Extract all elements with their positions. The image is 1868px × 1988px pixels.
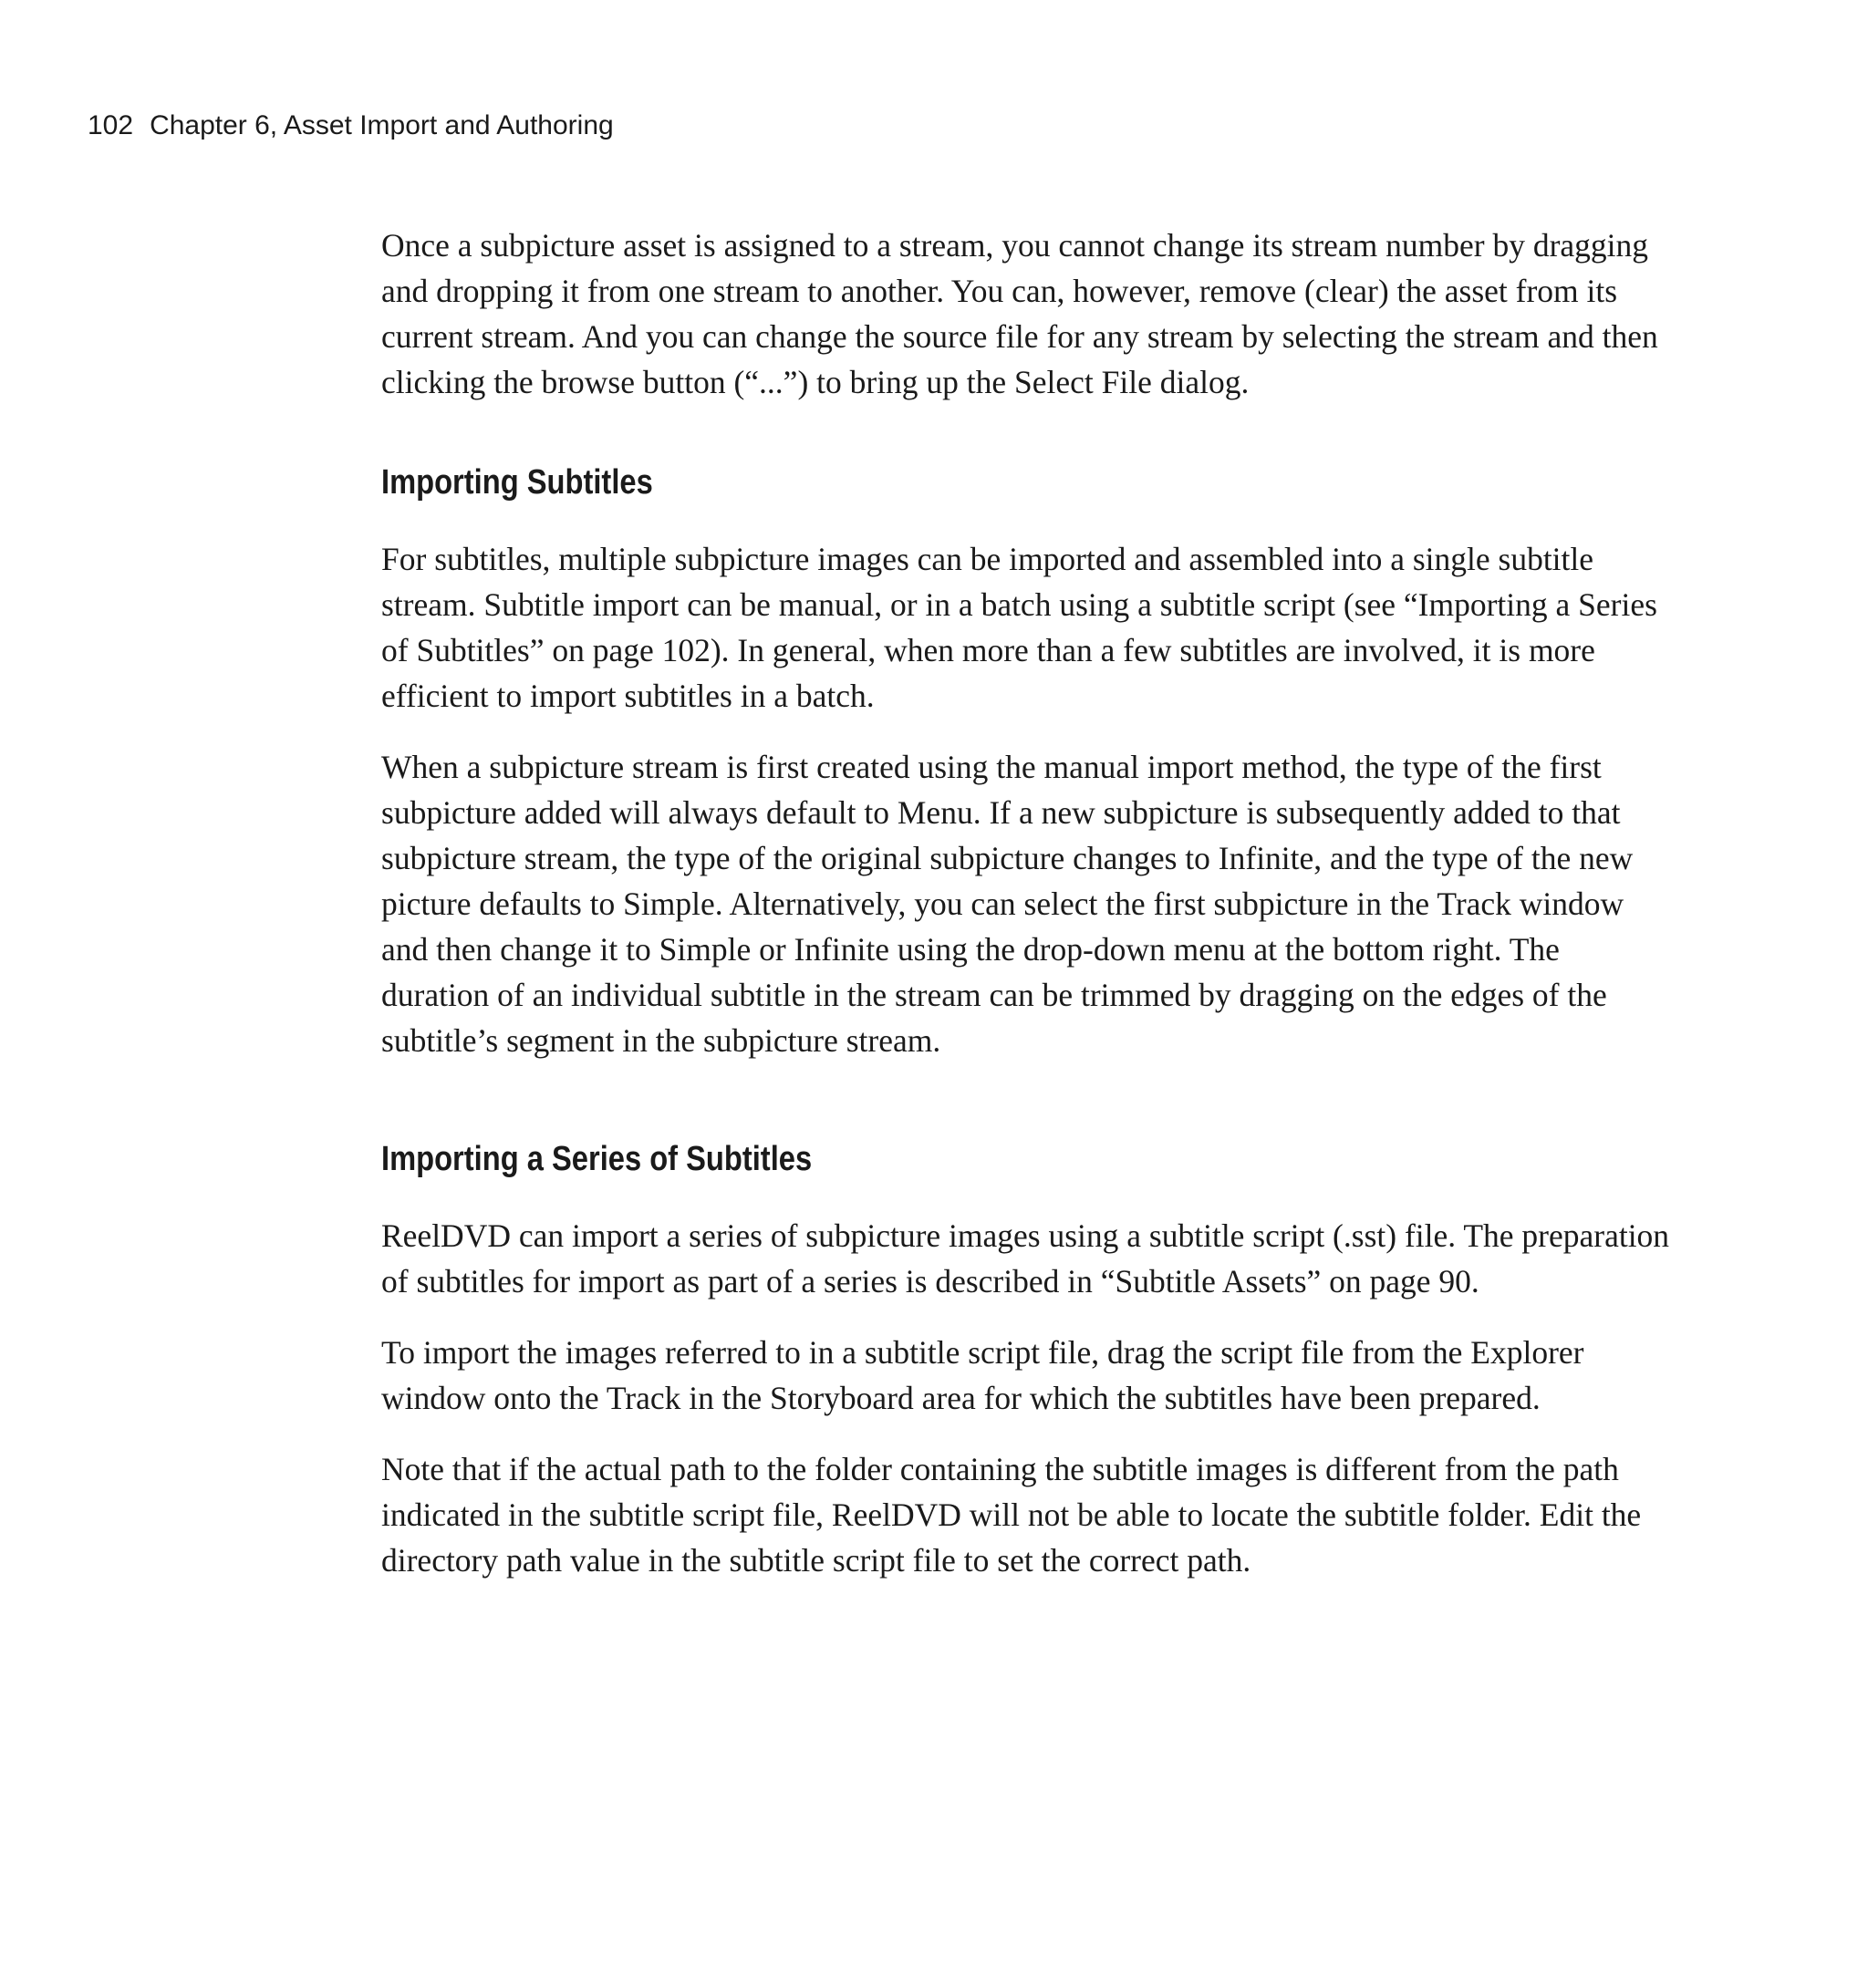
page-body (381, 223, 1672, 1609)
paragraph-series-intro: ReelDVD can import a series of subpicture images using a subtitle script (.sst) file. The preparation of subtitles for import as part of a series is described in “Subtitle Assets” on page 90. (381, 1217, 1670, 1299)
paragraph-manual-import: When a subpicture stream is first created using the manual import method, the type of the first subpicture added will always default to Menu. If a new subpicture is subsequently added to that subpicture stream, the type of the original subpicture changes to Infinite, and the type of the new picture defaults to Simple. Alternatively, you can select the first subpicture in the Track window and then change it to Simple or Infinite using the drop-down menu at the bottom right. The duration of an individual subtitle in the stream can be trimmed by dragging on the edges of the subtitle’s segment in the subpicture stream. (381, 749, 1634, 1059)
running-header (88, 108, 614, 144)
heading-importing-subtitles: Importing Subtitles (381, 463, 653, 502)
paragraph-drag-script: To import the images referred to in a subtitle script file, drag the script file from the Explorer window onto the Track in the Storyboard area for which the subtitles have been prepared. (381, 1334, 1584, 1416)
chapter-title: Chapter 6, Asset Import and Authoring (150, 110, 614, 140)
paragraph-subtitles-intro: For subtitles, multiple subpicture images can be imported and assembled into a single subtitle stream. Subtitle import can be manual, or in a batch using a subtitle script (see “Importing a Series of Subtitles” on page 102). In general, when more than a few subtitles are involved, it is more efficient to import subtitles in a batch. (381, 541, 1657, 714)
intro-paragraph: Once a subpicture asset is assigned to a stream, you cannot change its stream number by dragging and dropping it from one stream to another. You can, however, remove (clear) the asset from its current stream. And you can change the source file for any stream by selecting the stream and then clicking the browse button (“...”) to bring up the Select File dialog. (381, 227, 1658, 400)
paragraph-path-note: Note that if the actual path to the folder containing the subtitle images is different from the path indicated in the subtitle script file, ReelDVD will not be able to locate the subtitle folder. Edit the directory path value in the subtitle script file to set the correct path. (381, 1451, 1642, 1579)
heading-importing-series: Importing a Series of Subtitles (381, 1140, 813, 1178)
page-number: 102 (88, 110, 134, 140)
